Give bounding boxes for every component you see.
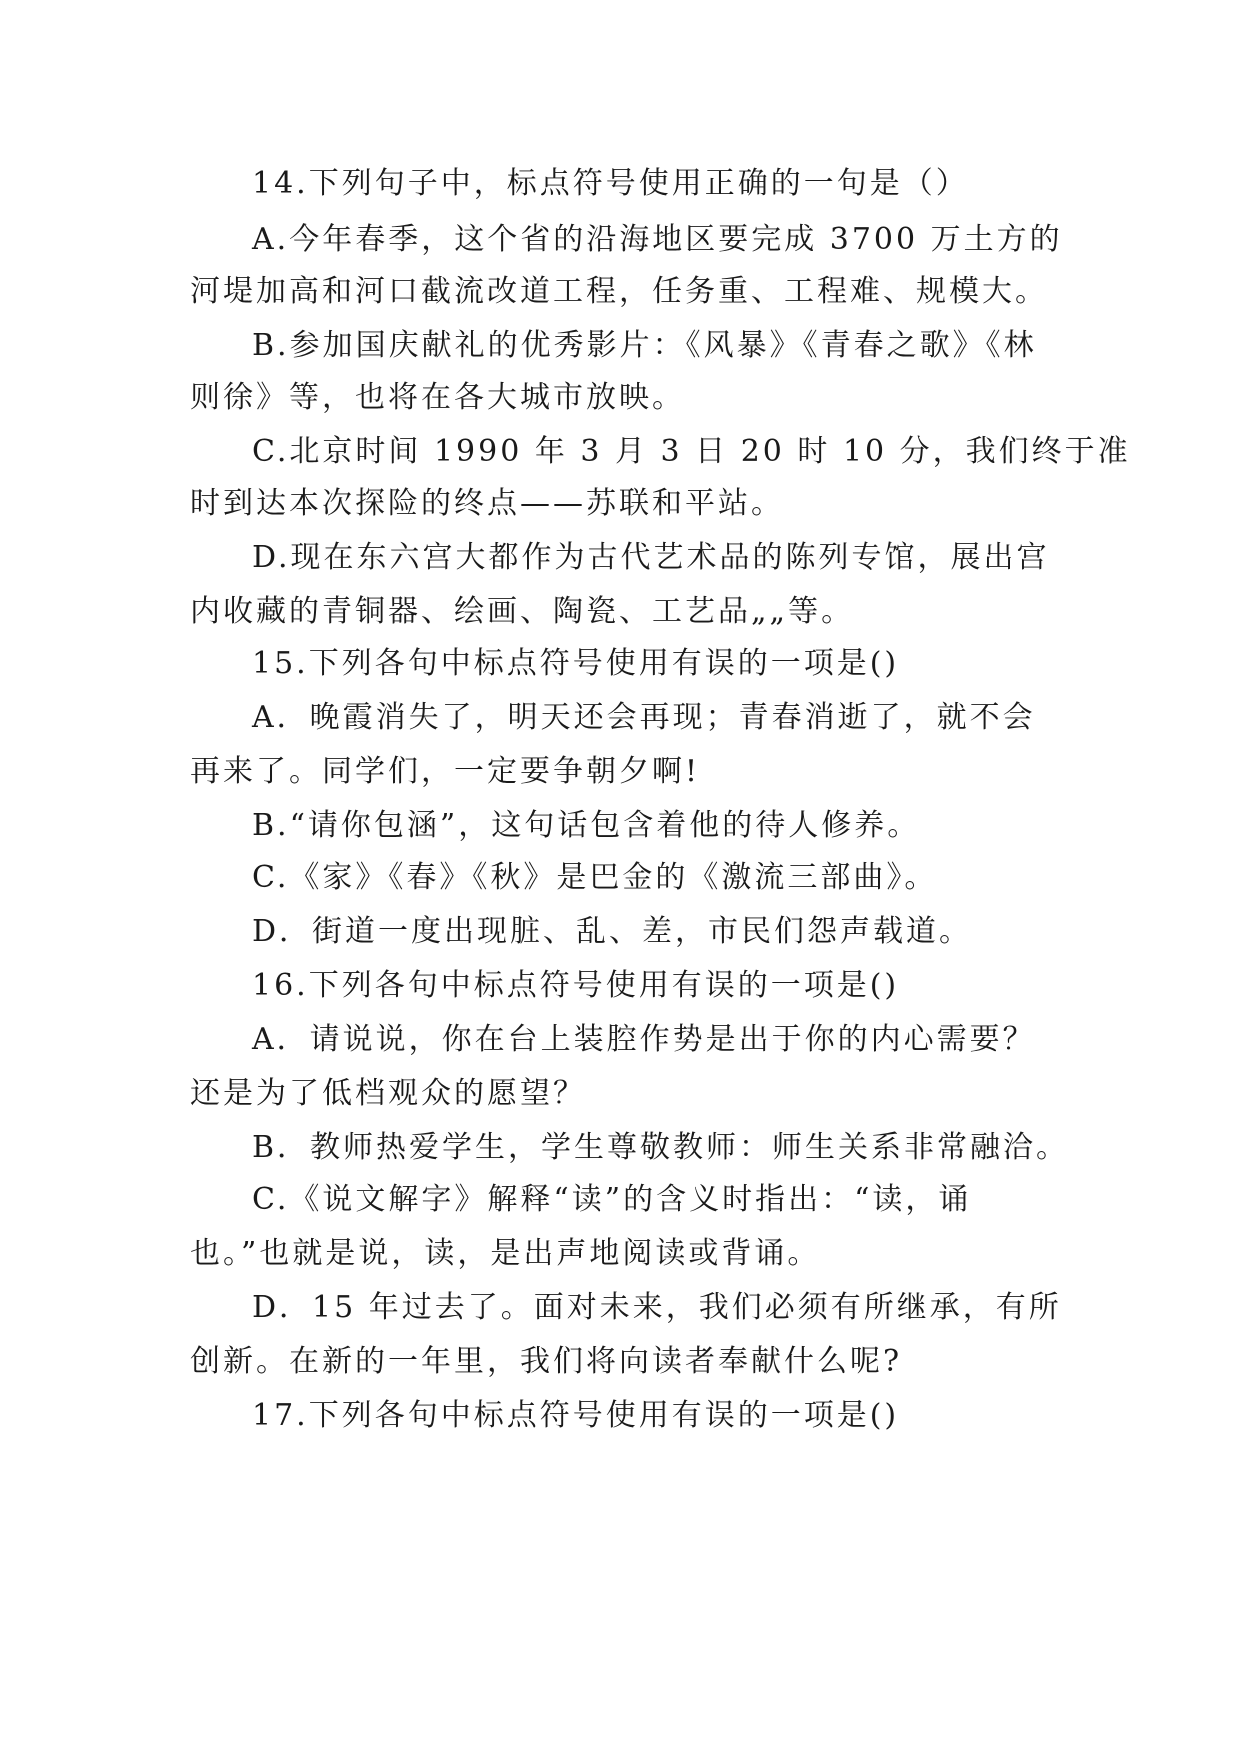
question-16-option-c-line-1: C.《说文解字》解释“读”的含义时指出：“读，诵 [252, 1182, 972, 1217]
question-14-option-a-line-2: 河堤加高和河口截流改道工程，任务重、工程难、规模大。 [190, 274, 1048, 309]
question-15-option-a-line-2: 再来了。同学们，一定要争朝夕啊! [190, 754, 701, 789]
question-14-option-c-line-1: C.北京时间 1990 年 3 月 3 日 20 时 10 分，我们终于准 [252, 434, 1131, 469]
question-15-option-b: B.“请你包涵”，这句话包含着他的待人修养。 [252, 808, 921, 843]
question-14-option-b-line-1: B.参加国庆献礼的优秀影片：《风暴》《青春之歌》《林 [252, 328, 1037, 363]
question-14-option-a-line-1: A.今年春季，这个省的沿海地区要完成 3700 万土方的 [252, 222, 1063, 257]
question-17-stem: 17.下列各句中标点符号使用有误的一项是() [252, 1398, 900, 1433]
question-14-option-c-line-2: 时到达本次探险的终点——苏联和平站。 [190, 486, 784, 521]
question-15-option-a-line-1: A．晚霞消失了，明天还会再现；青春消逝了，就不会 [252, 700, 1036, 735]
question-16-option-b: B．教师热爱学生，学生尊敬教师：师生关系非常融洽。 [252, 1130, 1070, 1165]
question-16-option-a-line-2: 还是为了低档观众的愿望？ [190, 1076, 586, 1111]
question-15-option-c: C.《家》《春》《秋》是巴金的《激流三部曲》。 [252, 860, 938, 895]
question-15-stem: 15.下列各句中标点符号使用有误的一项是() [252, 646, 900, 681]
question-15-option-d: D．街道一度出现脏、乱、差，市民们怨声载道。 [252, 914, 973, 949]
question-16-stem: 16.下列各句中标点符号使用有误的一项是() [252, 968, 900, 1003]
question-14-stem: 14.下列句子中，标点符号使用正确的一句是（） [252, 166, 969, 201]
question-14-option-b-line-2: 则徐》等，也将在各大城市放映。 [190, 380, 685, 415]
question-16-option-d-line-1: D．15 年过去了。面对未来，我们必须有所继承，有所 [252, 1290, 1062, 1325]
question-16-option-a-line-1: A．请说说，你在台上装腔作势是出于你的内心需要？ [252, 1022, 1036, 1057]
question-14-option-d-line-2: 内收藏的青铜器、绘画、陶瓷、工艺品„„等。 [190, 594, 855, 629]
question-14-option-d-line-1: D.现在东六宫大都作为古代艺术品的陈列专馆，展出宫 [252, 540, 1050, 575]
question-16-option-c-line-2: 也。”也就是说，读，是出声地阅读或背诵。 [190, 1236, 821, 1271]
question-16-option-d-line-2: 创新。在新的一年里，我们将向读者奉献什么呢? [190, 1344, 903, 1379]
